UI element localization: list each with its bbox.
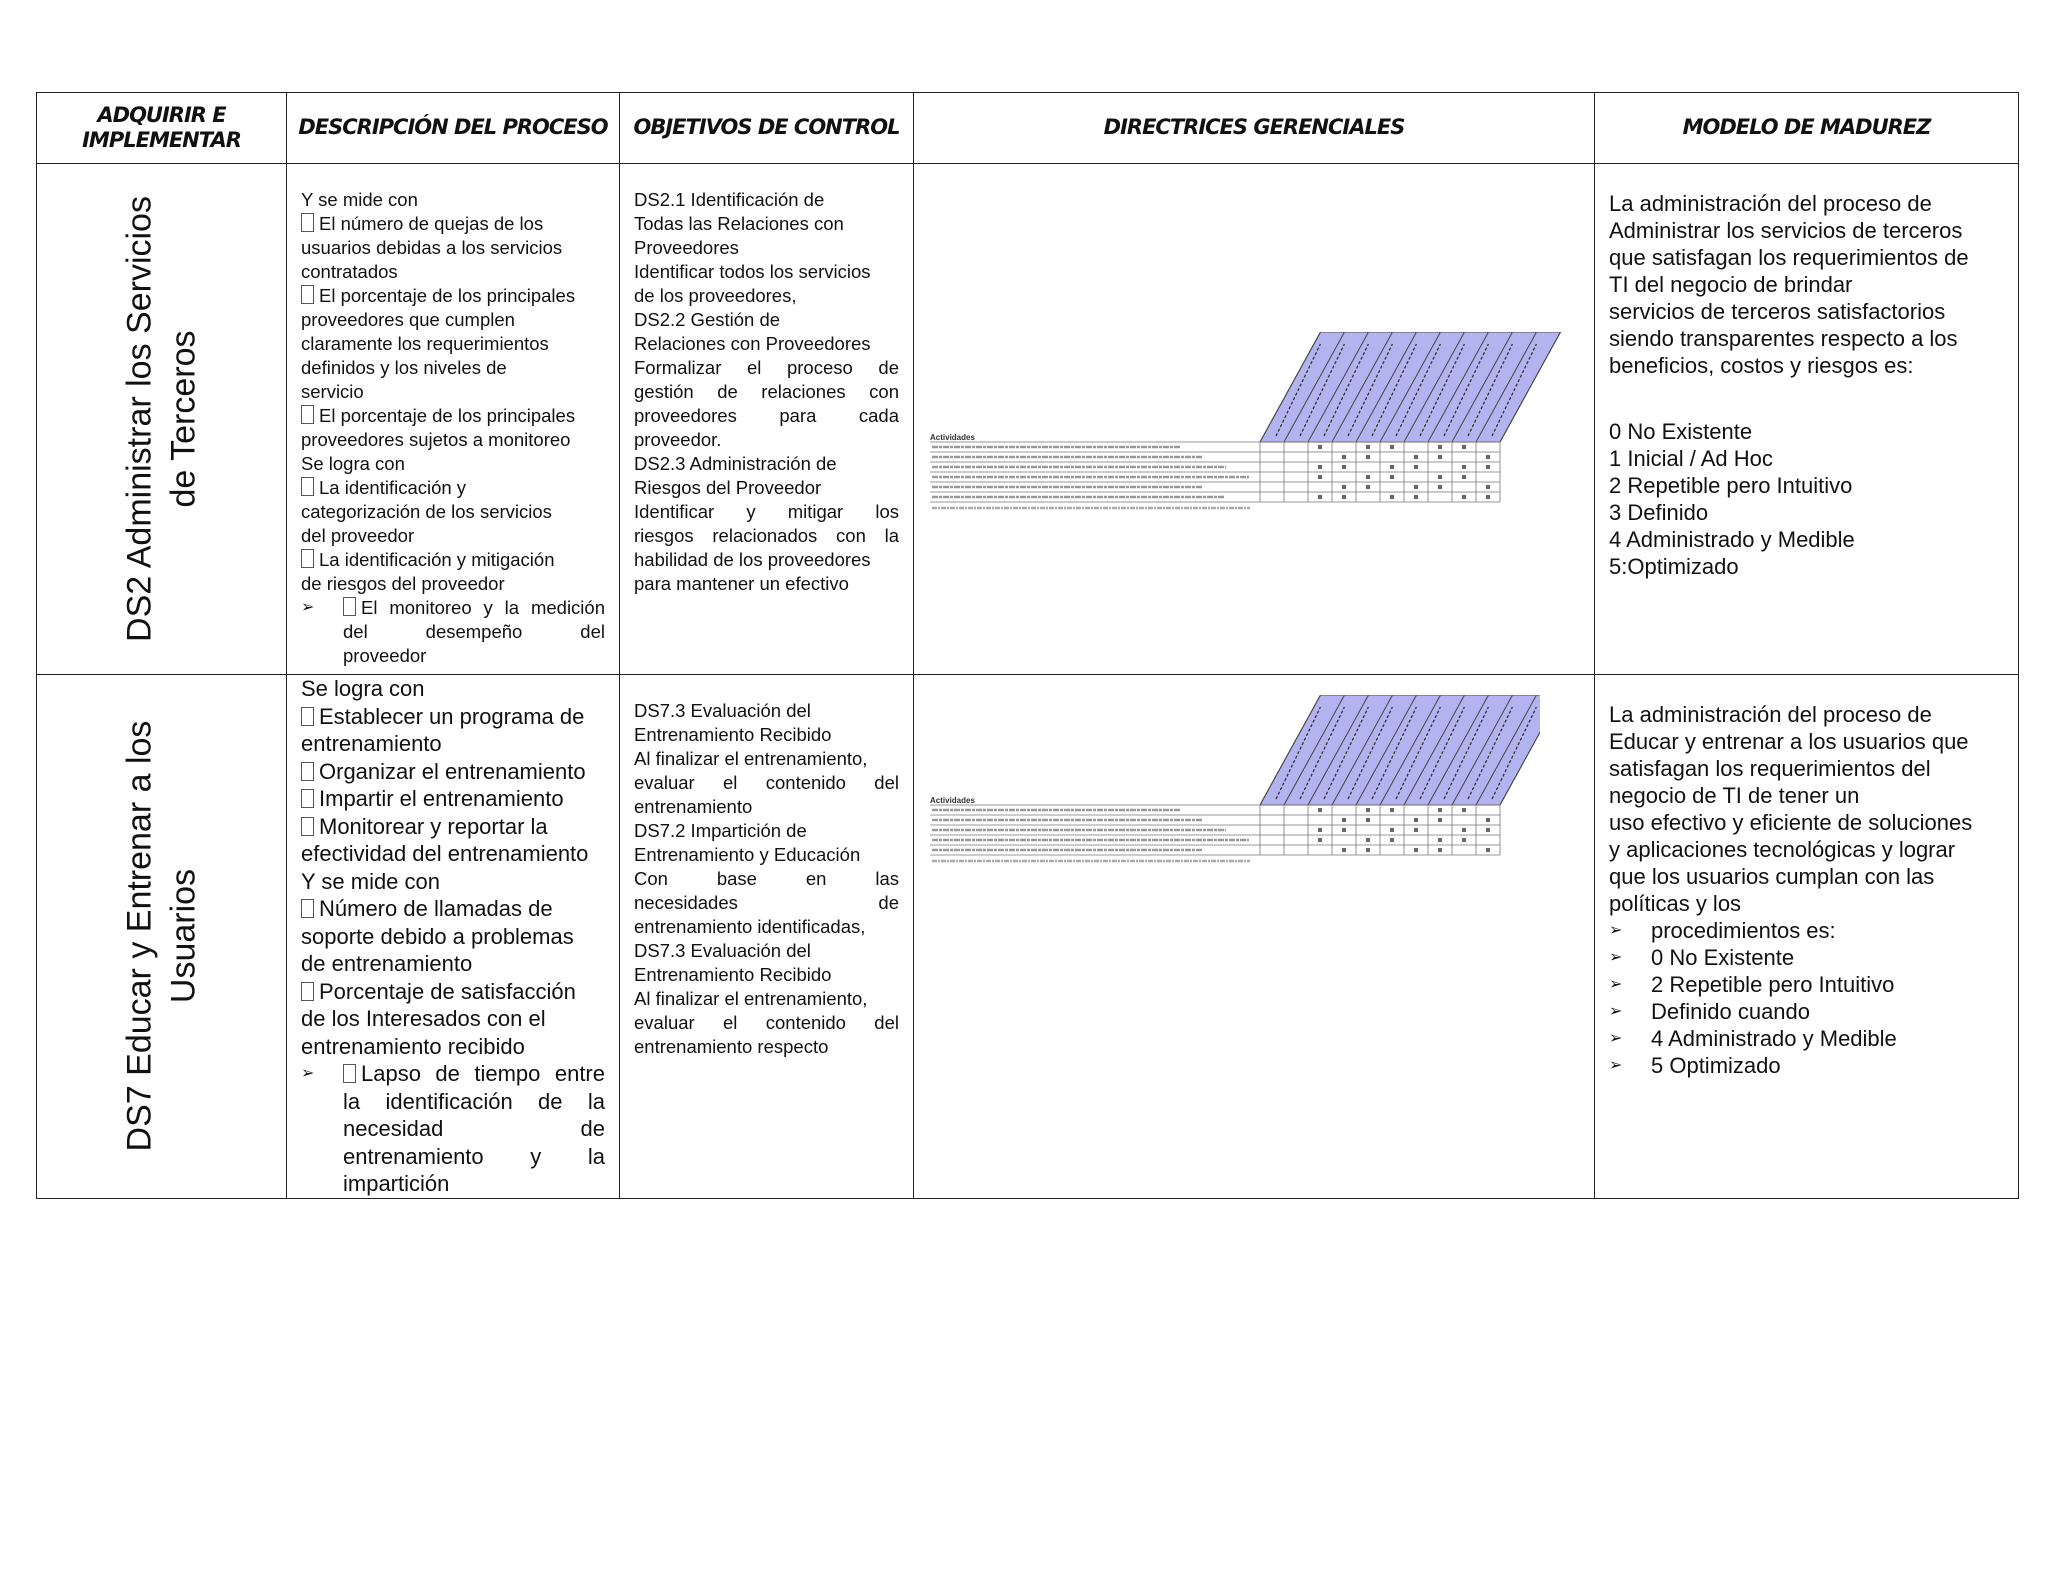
text-line-content: El porcentaje de los principales	[319, 285, 576, 306]
text-line	[301, 236, 605, 260]
text-line	[634, 524, 899, 548]
text-line	[301, 923, 605, 951]
text-line	[634, 1011, 899, 1035]
text-line	[1609, 728, 2004, 755]
text-line	[634, 188, 899, 212]
text-line-content: usuarios debidas a los servicios	[301, 237, 563, 258]
text-line-content: gestión de relaciones con	[634, 381, 899, 402]
text-line-content: Número de llamadas de	[319, 896, 553, 921]
text-line-content: la identificación de la	[343, 1088, 605, 1114]
text-line	[1609, 244, 2004, 271]
text-line-content: que los usuarios cumplan con las	[1609, 864, 1935, 889]
text-line	[634, 356, 899, 380]
text-line	[634, 819, 899, 843]
checkbox-glyph-icon	[301, 789, 314, 808]
text-line-content: para mantener un efectivo	[634, 573, 849, 594]
checkbox-glyph-icon	[301, 213, 314, 232]
text-line	[634, 500, 899, 524]
raci-chart-ds7	[930, 695, 1540, 895]
text-line	[634, 380, 899, 404]
raci-chart-ds2	[930, 332, 1580, 552]
text-line-content: beneficios, costos y riesgos es:	[1609, 353, 1914, 378]
text-line	[301, 380, 605, 404]
header-adquirir: ADQUIRIR E IMPLEMENTAR	[37, 93, 287, 164]
text-line-content: DS7.2 Impartición de	[634, 820, 807, 841]
text-line	[343, 596, 605, 620]
text-line-content: servicio	[301, 381, 364, 402]
text-line-content: entrenamiento respecto	[634, 1036, 829, 1057]
text-line	[634, 987, 899, 1011]
arrow-bullet-icon: ➢	[301, 599, 315, 616]
text-line-content: DS2.3 Administración de	[634, 453, 837, 474]
text-line-content: Lapso de tiempo entre	[361, 1061, 605, 1086]
maturity-level	[1609, 472, 2004, 499]
maturity-level	[1609, 553, 2004, 580]
text-line-content: de los Interesados con el	[301, 1006, 546, 1031]
text-line	[301, 703, 605, 731]
text-line-content: contratados	[301, 261, 398, 282]
text-line-content: Riesgos del Proveedor	[634, 477, 822, 498]
text-line-content: proveedores que cumplen	[301, 309, 515, 330]
text-line	[1609, 701, 2004, 728]
text-line	[301, 188, 605, 212]
checkbox-glyph-icon	[301, 899, 314, 918]
text-line	[1609, 890, 2004, 917]
text-line-content: Entrenamiento Recibido	[634, 964, 832, 985]
ds7-title-line2: Usuarios	[163, 869, 202, 1004]
checkbox-glyph-icon	[301, 405, 314, 424]
ds7-title-line1: DS7 Educar y Entrenar a los	[119, 720, 158, 1152]
text-line-content: negocio de TI de tener un	[1609, 783, 1860, 808]
checkbox-glyph-icon	[301, 285, 314, 304]
text-line-content: Formalizar el proceso de	[634, 357, 899, 378]
text-line-content: Y se mide con	[301, 868, 441, 894]
text-line-content: Entrenamiento Recibido	[634, 724, 832, 745]
text-line-content: La administración del proceso de	[1609, 191, 1932, 216]
text-line-content: políticas y los	[1609, 891, 1742, 916]
control-objectives-ds2	[620, 164, 914, 675]
text-line	[1609, 298, 2004, 325]
arrow-bullet-icon: ➢	[301, 1065, 315, 1082]
text-line	[301, 840, 605, 868]
text-line-content: satisfagan los requerimientos del	[1609, 756, 1931, 781]
text-line	[343, 620, 605, 644]
text-line-content: evaluar el contenido del	[634, 1012, 899, 1033]
text-line-content: Identificar todos los servicios	[634, 261, 871, 282]
text-line-content: Se logra con	[301, 453, 405, 474]
text-line	[301, 284, 605, 308]
text-line	[301, 813, 605, 841]
text-line-content: entrenamiento recibido	[301, 1033, 525, 1059]
text-line-content: 3 Definido	[1609, 500, 1709, 525]
arrow-bullet-icon: ➢	[1609, 1003, 1623, 1020]
header-directrices: DIRECTRICES GERENCIALES	[914, 93, 1595, 164]
header-madurez: MODELO DE MADUREZ	[1595, 93, 2019, 164]
maturity-level	[1609, 499, 2004, 526]
text-line-content: Al finalizar el entrenamiento,	[634, 748, 868, 769]
text-line	[634, 452, 899, 476]
text-line	[301, 356, 605, 380]
text-line-content: La identificación y	[319, 477, 467, 498]
maturity-level	[1609, 971, 2004, 998]
text-line-content: Organizar el entrenamiento	[319, 758, 586, 784]
ds2-title-line1: DS2 Administrar los Servicios	[119, 196, 158, 642]
text-line	[634, 260, 899, 284]
text-line	[343, 1060, 605, 1088]
text-line	[1609, 217, 2004, 244]
maturity-level-text: 0 No Existente	[1651, 945, 1795, 970]
text-line	[301, 572, 605, 596]
text-line-content: El monitoreo y la medición	[361, 597, 605, 618]
maturity-level	[1609, 944, 2004, 971]
arrow-bullet-icon: ➢	[1609, 922, 1623, 939]
maturity-level	[1609, 1025, 2004, 1052]
text-line-content: soporte debido a problemas	[301, 923, 574, 949]
text-line-content: siendo transparentes respecto a los	[1609, 326, 1958, 351]
text-line	[301, 308, 605, 332]
maturity-level	[1609, 418, 2004, 445]
text-line	[1609, 325, 2004, 352]
text-line-content: 4 Administrado y Medible	[1609, 527, 1855, 552]
text-line	[1609, 755, 2004, 782]
text-line-content: riesgos relacionados con la	[634, 525, 899, 546]
text-line	[301, 404, 605, 428]
checkbox-glyph-icon	[301, 707, 314, 726]
text-line-content: Al finalizar el entrenamiento,	[634, 988, 868, 1009]
text-line	[634, 939, 899, 963]
text-line-content: Se logra con	[301, 676, 425, 701]
raci-activities-label: Actividades	[930, 796, 975, 805]
maturity-level	[1609, 917, 2004, 944]
text-line-content: y aplicaciones tecnológicas y lograr	[1609, 837, 1956, 862]
arrow-bullet-icon: ➢	[1609, 1057, 1623, 1074]
text-line	[634, 915, 899, 939]
maturity-level-text: procedimientos es:	[1651, 918, 1836, 943]
text-line-content: DS7.3 Evaluación del	[634, 940, 811, 961]
text-line	[301, 1005, 605, 1033]
text-line	[301, 332, 605, 356]
text-line-content: de riesgos del proveedor	[301, 573, 505, 594]
text-line	[634, 548, 899, 572]
text-line-content: claramente los requerimientos	[301, 333, 549, 354]
process-row-ds2	[37, 164, 2019, 675]
text-line	[634, 428, 899, 452]
process-description-ds2	[287, 164, 620, 675]
text-line-content: La identificación y mitigación	[319, 549, 555, 570]
text-line-content: 2 Repetible pero Intuitivo	[1609, 473, 1853, 498]
checkbox-glyph-icon	[301, 817, 314, 836]
text-line-content: Establecer un programa de	[319, 703, 585, 729]
raci-header-band	[1260, 695, 1540, 805]
text-line-content: Entrenamiento y Educación	[634, 844, 861, 865]
text-line-content: Y se mide con	[301, 189, 418, 210]
text-line	[1609, 782, 2004, 809]
text-line	[301, 260, 605, 284]
text-line-content: necesidades de	[634, 892, 899, 913]
text-line-content: Educar y entrenar a los usuarios que	[1609, 729, 1969, 754]
text-line	[343, 1088, 605, 1116]
text-line-content: DS2.1 Identificación de	[634, 189, 825, 210]
text-line	[301, 950, 605, 978]
text-line	[634, 891, 899, 915]
maturity-level-text: 5 Optimizado	[1651, 1053, 1781, 1078]
maturity-level	[1609, 998, 2004, 1025]
text-line	[301, 548, 605, 572]
header-objetivos: OBJETIVOS DE CONTROL	[620, 93, 914, 164]
text-line-content: proveedor	[343, 645, 427, 666]
control-objectives-ds7	[620, 675, 914, 1199]
maturity-level-text: 2 Repetible pero Intuitivo	[1651, 972, 1895, 997]
arrow-bullet-icon: ➢	[1609, 976, 1623, 993]
text-line	[1609, 809, 2004, 836]
text-line	[343, 644, 605, 668]
text-line	[634, 867, 899, 891]
text-line	[301, 500, 605, 524]
checkbox-glyph-icon	[301, 477, 314, 496]
text-line-content: efectividad del entrenamiento	[301, 841, 589, 866]
bullet-item	[301, 1060, 605, 1198]
text-line	[634, 236, 899, 260]
text-line	[301, 212, 605, 236]
text-line-content: que satisfagan los requerimientos de	[1609, 245, 1969, 270]
text-line	[301, 978, 605, 1006]
text-line-content: Relaciones con Proveedores	[634, 333, 871, 354]
text-line	[634, 212, 899, 236]
text-line-content: 0 No Existente	[1609, 419, 1753, 444]
text-line-content: 5:Optimizado	[1609, 554, 1739, 579]
arrow-bullet-icon: ➢	[1609, 1030, 1623, 1047]
text-line	[634, 795, 899, 819]
text-line	[301, 758, 605, 786]
maturity-level	[1609, 526, 2004, 553]
bullet-text	[343, 596, 605, 668]
text-line-content: Monitorear y reportar la	[319, 813, 548, 839]
checkbox-glyph-icon	[343, 597, 356, 616]
process-description-ds7	[287, 675, 620, 1199]
text-line	[301, 1033, 605, 1061]
text-line-content: de los proveedores,	[634, 285, 797, 306]
text-line-content: servicios de terceros satisfactorios	[1609, 299, 1946, 324]
text-line	[301, 785, 605, 813]
text-line-content: categorización de los servicios	[301, 501, 552, 522]
text-line-content: Todas las Relaciones con	[634, 213, 844, 234]
management-guidelines-ds7	[914, 675, 1595, 1199]
text-line-content: definidos y los niveles de	[301, 357, 507, 378]
management-guidelines-ds2	[914, 164, 1595, 675]
text-line	[1609, 863, 2004, 890]
process-title-ds7	[37, 675, 287, 1199]
maturity-level-text: Definido cuando	[1651, 999, 1811, 1024]
maturity-model-ds7	[1595, 675, 2019, 1199]
checkbox-glyph-icon	[301, 549, 314, 568]
text-line-content: entrenamiento identificadas,	[634, 916, 866, 937]
header-descripcion: DESCRIPCIÓN DEL PROCESO	[287, 93, 620, 164]
maturity-model-ds2	[1595, 164, 2019, 675]
text-line	[634, 747, 899, 771]
text-line-content: proveedores para cada	[634, 405, 899, 426]
text-line	[1609, 352, 2004, 379]
text-line-content: El porcentaje de los principales	[319, 405, 576, 426]
text-line-content: del desempeño del	[343, 621, 605, 642]
bullet-text	[343, 1060, 605, 1198]
text-line-content: habilidad de los proveedores	[634, 549, 871, 570]
text-line	[634, 843, 899, 867]
text-line-content: entrenamiento	[634, 796, 753, 817]
checkbox-glyph-icon	[301, 762, 314, 781]
text-line	[301, 476, 605, 500]
checkbox-glyph-icon	[343, 1064, 356, 1083]
process-title-ds2	[37, 164, 287, 675]
raci-activities-label: Actividades	[930, 433, 975, 442]
arrow-bullet-icon: ➢	[1609, 949, 1623, 966]
text-line-content: TI del negocio de brindar	[1609, 272, 1853, 297]
text-line	[343, 1115, 605, 1143]
text-line	[634, 476, 899, 500]
text-line-content: DS7.3 Evaluación del	[634, 700, 811, 721]
maturity-level	[1609, 1052, 2004, 1079]
text-line-content: Administrar los servicios de terceros	[1609, 218, 1963, 243]
text-line-content: La administración del proceso de	[1609, 702, 1932, 727]
text-line	[1609, 836, 2004, 863]
text-line-content: entrenamiento	[301, 731, 442, 756]
text-line	[301, 452, 605, 476]
text-line	[634, 572, 899, 596]
text-line	[301, 524, 605, 548]
checkbox-glyph-icon	[301, 982, 314, 1001]
text-line	[634, 284, 899, 308]
text-line	[1609, 271, 2004, 298]
text-line-content: Proveedores	[634, 237, 739, 258]
text-line	[343, 1170, 605, 1198]
text-line	[301, 675, 605, 703]
text-line-content: impartición	[343, 1171, 450, 1196]
text-line-content: El número de quejas de los	[319, 213, 544, 234]
text-line-content: de entrenamiento	[301, 951, 473, 976]
text-line-content: Impartir el entrenamiento	[319, 786, 564, 811]
text-line-content: 1 Inicial / Ad Hoc	[1609, 446, 1773, 471]
text-line	[634, 308, 899, 332]
text-line-content: proveedores sujetos a monitoreo	[301, 429, 571, 450]
process-row-ds7	[37, 675, 2019, 1199]
text-line-content: uso efectivo y eficiente de soluciones	[1609, 810, 1973, 835]
text-line-content: Porcentaje de satisfacción	[319, 978, 576, 1004]
text-line	[343, 1143, 605, 1171]
text-line	[301, 428, 605, 452]
text-line	[634, 332, 899, 356]
text-line	[301, 895, 605, 923]
text-line-content: proveedor.	[634, 429, 722, 450]
header-row	[37, 93, 2019, 164]
text-line	[634, 699, 899, 723]
text-line-content: DS2.2 Gestión de	[634, 309, 781, 330]
text-line	[634, 771, 899, 795]
text-line-content: del proveedor	[301, 525, 415, 546]
text-line	[301, 868, 605, 896]
text-line	[634, 1035, 899, 1059]
ds2-title-line2: de Terceros	[163, 330, 202, 508]
maturity-level	[1609, 445, 2004, 472]
maturity-level-text: 4 Administrado y Medible	[1651, 1026, 1897, 1051]
cobit-process-table	[36, 92, 2019, 1199]
bullet-item	[301, 596, 605, 668]
text-line-content: evaluar el contenido del	[634, 772, 899, 793]
text-line-content: entrenamiento y la	[343, 1143, 605, 1169]
text-line-content: Con base en las	[634, 868, 899, 889]
text-line	[634, 404, 899, 428]
text-line	[634, 723, 899, 747]
text-line-content: Identificar y mitigar los	[634, 501, 899, 522]
text-line-content: necesidad de	[343, 1116, 605, 1141]
text-line	[634, 963, 899, 987]
text-line	[1609, 190, 2004, 217]
text-line	[301, 730, 605, 758]
